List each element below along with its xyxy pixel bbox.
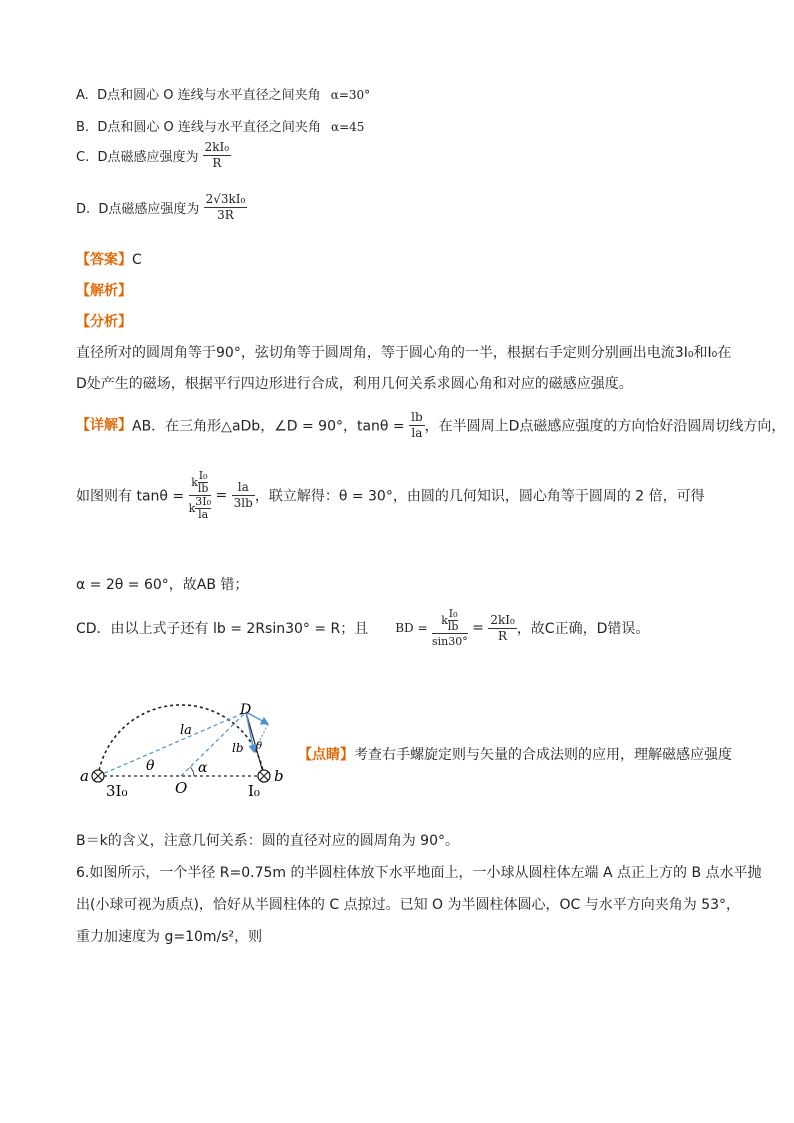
detail-text: CD．由以上式子还有 lb = 2Rsin30° = R；且	[76, 621, 369, 637]
label-d: D	[240, 702, 252, 718]
nested-fraction	[189, 470, 211, 521]
label-b: b	[274, 767, 284, 785]
detail-line-4: CD．由以上式子还有 lb = 2Rsin30° = R；且 BD = k $\frac{\text{I₀}}{lb}$ sin30° = $\frac{\text{2kI₀}}{R}$ ，故C正确，D错误。	[76, 607, 650, 648]
label-o: O	[175, 779, 188, 797]
frac-num: I₀	[198, 469, 208, 482]
frac-den: R	[212, 156, 222, 170]
frac-num: 2√3kI₀	[205, 192, 246, 206]
frac-num: lb	[411, 410, 423, 424]
frac-num: I₀	[448, 607, 458, 620]
frac-num: 3I₀	[195, 495, 212, 508]
frac-num: 2kI₀	[204, 140, 230, 154]
problem6-line-3: 重力加速度为 g=10m/s²，则	[76, 929, 263, 945]
option-b: B. D点和圆心 O 连线与水平直径之间夹角 α=45	[76, 120, 365, 135]
frac-den: 3R	[217, 208, 234, 222]
frac-den: la	[198, 508, 209, 521]
answer-line	[76, 249, 142, 269]
detail-line-1	[76, 410, 785, 441]
bd-symbol: BD =	[395, 621, 428, 635]
label-a: a	[80, 767, 89, 785]
label-i0: I₀	[248, 782, 260, 800]
k-symbol: k	[441, 613, 448, 627]
option-text: D点和圆心 O 连线与水平直径之间夹角	[97, 88, 321, 103]
label-alpha: α	[198, 760, 208, 776]
option-text: D点和圆心 O 连线与水平直径之间夹角	[97, 120, 321, 135]
option-suffix: α=45	[330, 120, 365, 134]
fenxi-label: 【分析】	[76, 314, 132, 330]
option-key: A	[76, 88, 85, 103]
detail-label: 【详解】	[76, 417, 132, 434]
option-suffix: α=30°	[330, 88, 371, 102]
detail-text: ，联立解得：θ = 30°，由圆的几何知识，圆心角等于圆周的 2 倍，可得	[254, 488, 705, 505]
option-text: D点磁感应强度为	[98, 202, 200, 217]
ratio-fraction	[232, 480, 255, 511]
option-text: D点磁感应强度为	[97, 150, 199, 165]
frac-num: 2kI₀	[490, 612, 515, 627]
option-d: D. D点磁感应强度为 $\frac{\text{2√3kI₀}}{3R}$	[76, 192, 246, 222]
option-c: C. D点磁感应强度为 $\frac{\text{2kI₀}}{R}$	[76, 140, 230, 170]
vector-arrow	[246, 712, 254, 752]
detail-line-3: α = 2θ = 60°，故AB 错；	[76, 577, 249, 593]
continuation-line: B＝k的含义，注意几何关系：圆的直径对应的圆周角为 90°。	[76, 833, 459, 849]
problem6-line-1: 6.如图所示，一个半径 R=0.75m 的半圆柱体放下水平地面上，一小球从圆柱体左端 A 点正上方的 B 点水平抛	[76, 865, 762, 881]
answer-value: C	[132, 252, 142, 268]
analysis-line-1: 直径所对的圆周角等于90°，弦切角等于圆周角，等于圆心角的一半，根据右手定则分别画出电流3I₀和I₀在	[76, 345, 732, 361]
option-c-fraction	[203, 140, 231, 171]
dianjing-label: 【点睛】	[298, 747, 354, 763]
la-line	[98, 712, 246, 776]
frac-den: 3lb	[233, 496, 253, 510]
dianjing-line	[298, 744, 732, 764]
label-theta-d: θ	[256, 741, 263, 752]
frac-num: la	[232, 480, 255, 496]
physics-diagram	[76, 694, 296, 804]
k-symbol: k	[188, 501, 196, 515]
detail-text: ，故C正确，D错误。	[516, 621, 650, 637]
option-key: B	[76, 120, 85, 135]
bd-fraction	[432, 608, 468, 648]
frac-den: la	[411, 426, 423, 440]
option-key: D	[76, 202, 87, 217]
option-key: C	[76, 150, 86, 165]
dianjing-text: 考查右手螺旋定则与矢量的合成法则的应用，理解磁感应强度	[354, 747, 732, 763]
k-symbol: k	[191, 475, 198, 489]
frac-den: R	[498, 628, 508, 643]
label-lb: lb	[232, 741, 244, 755]
bd-result-fraction	[488, 613, 516, 644]
detail-text: ，在半圆周上D点磁感应强度的方向恰好沿圆周切线方向，	[424, 418, 786, 435]
option-a: A. D点和圆心 O 连线与水平直径之间夹角 α=30°	[76, 88, 371, 103]
label-3i0: 3I₀	[106, 782, 128, 800]
frac-den: sin30°	[431, 635, 468, 648]
problem6-line-2: 出(小球可视为质点)，恰好从半圆柱体的 C 点掠过。已知 O 为半圆柱体圆心，OC 与水平方向夹角为 53°，	[76, 897, 741, 913]
frac-den: lb	[447, 620, 459, 633]
frac-den: lb	[197, 482, 209, 495]
analysis-line-2: D处产生的磁场，根据平行四边形进行合成，利用几何关系求圆心角和对应的磁感应强度。	[76, 376, 633, 392]
label-theta-a: θ	[146, 758, 155, 774]
detail-text: 如图则有 tanθ =	[76, 488, 185, 505]
label-la: la	[180, 723, 192, 738]
detail-line-2: 如图则有 tanθ = k $\frac{\text{I₀}}{lb}$ k $\frac{\text{3I₀}}{la}$ = $\frac{la}{3lb}$ ，联立解得：θ = 30°，由圆的几何知识，圆心角等于圆周的 2 倍，可得	[76, 469, 705, 521]
jiexi-label: 【解析】	[76, 283, 132, 299]
detail-text: AB．在三角形△aDb，∠D = 90°，tanθ =	[132, 418, 405, 435]
option-d-fraction	[204, 192, 248, 223]
answer-label: 【答案】	[76, 252, 132, 268]
tan-fraction	[409, 410, 425, 441]
